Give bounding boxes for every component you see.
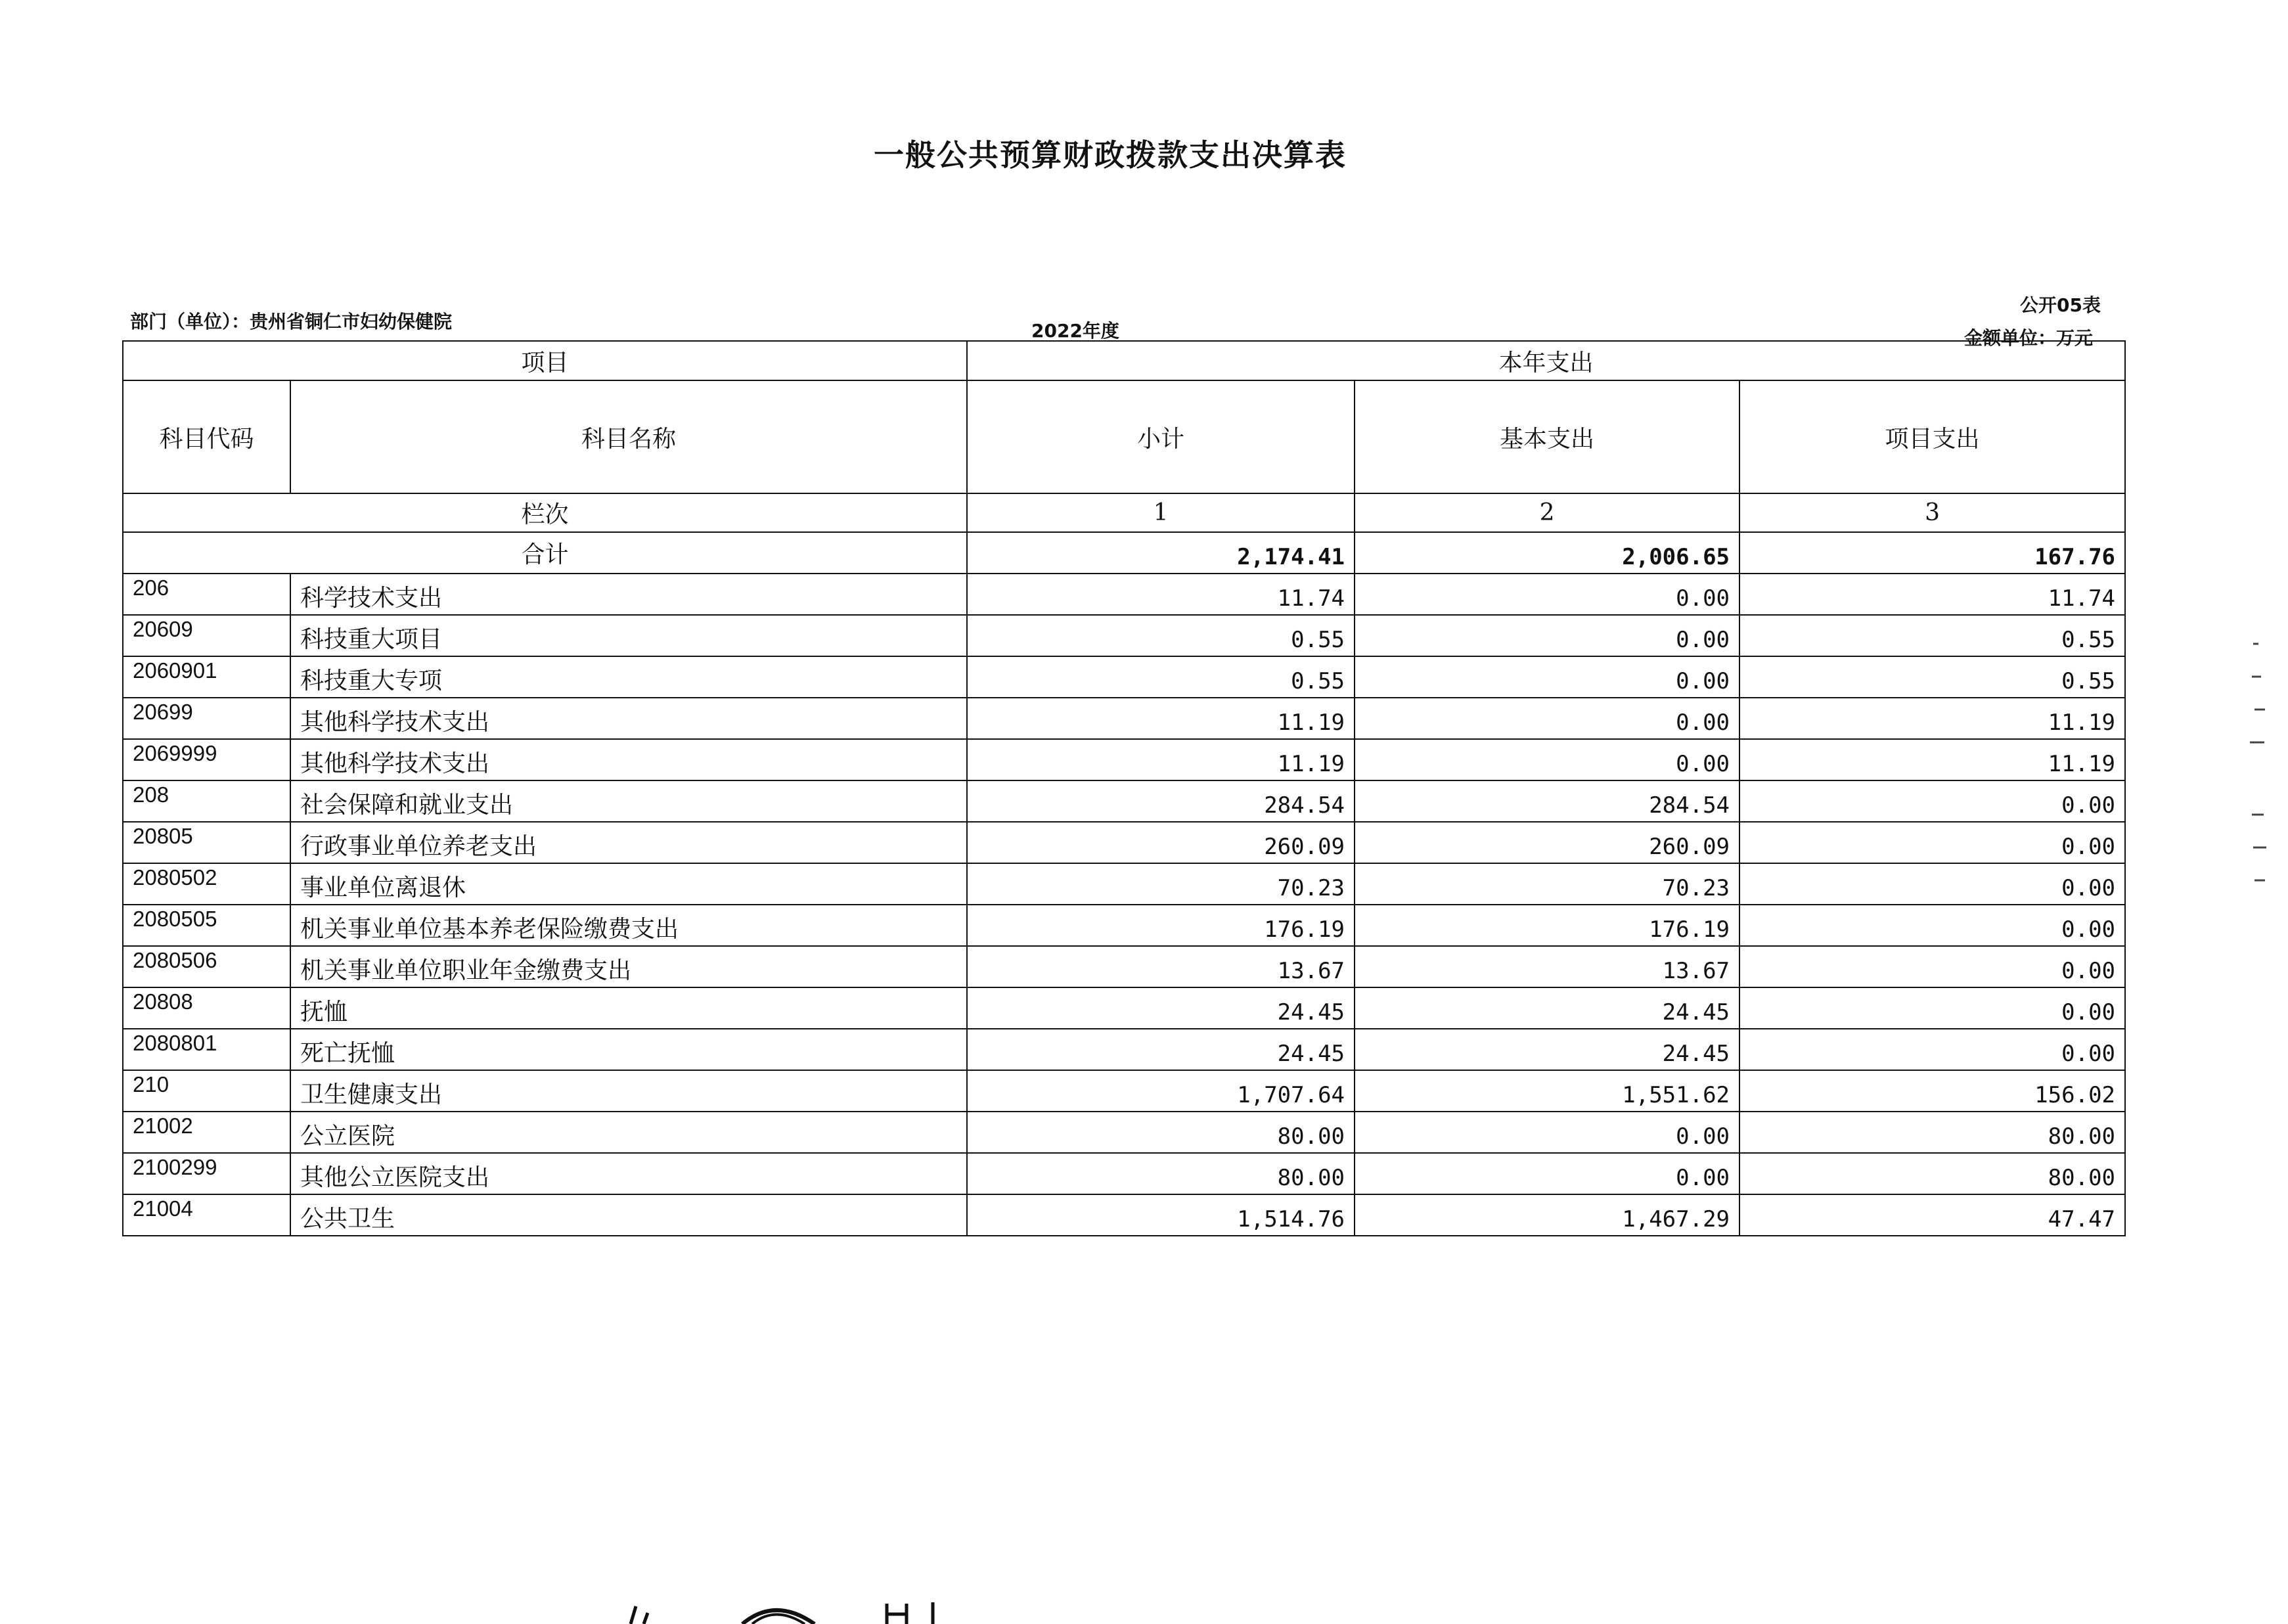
row-code: 21002 (123, 1112, 290, 1153)
table-row (123, 863, 2125, 905)
row-name: 其他科学技术支出 (290, 739, 967, 780)
row-name: 科技重大专项 (290, 656, 967, 698)
table-row (123, 1070, 2125, 1112)
row-code: 20808 (123, 987, 290, 1029)
row-basic: 0.00 (1355, 739, 1739, 780)
table-row (123, 780, 2125, 822)
expenditure-table (122, 340, 2126, 1236)
row-project: 0.00 (1739, 780, 2125, 822)
row-code: 2060901 (123, 656, 290, 698)
row-code: 208 (123, 780, 290, 822)
col-number-2: 2 (1355, 493, 1739, 532)
row-code: 2080801 (123, 1029, 290, 1070)
row-code: 2100299 (123, 1153, 290, 1194)
table-row (123, 574, 2125, 615)
row-subtotal: 0.55 (967, 656, 1355, 698)
row-project: 0.00 (1739, 863, 2125, 905)
row-basic: 284.54 (1355, 780, 1739, 822)
row-name: 科技重大项目 (290, 615, 967, 656)
row-basic: 24.45 (1355, 987, 1739, 1029)
header-code: 科目代码 (123, 380, 290, 493)
table-row (123, 1153, 2125, 1194)
row-name: 机关事业单位基本养老保险缴费支出 (290, 905, 967, 946)
page-title: 一般公共预算财政拨款支出决算表 (874, 137, 1347, 173)
amount-unit: 金额单位：万元 (1964, 327, 2094, 349)
col-number-1: 1 (967, 493, 1355, 532)
row-name: 死亡抚恤 (290, 1029, 967, 1070)
row-subtotal: 70.23 (967, 863, 1355, 905)
total-subtotal: 2,174.41 (967, 532, 1355, 574)
row-name: 事业单位离退休 (290, 863, 967, 905)
total-basic: 2,006.65 (1355, 532, 1739, 574)
row-code: 2069999 (123, 739, 290, 780)
row-subtotal: 80.00 (967, 1112, 1355, 1153)
row-basic: 0.00 (1355, 574, 1739, 615)
header-name: 科目名称 (290, 380, 967, 493)
table-row (123, 1194, 2125, 1236)
row-name: 社会保障和就业支出 (290, 780, 967, 822)
table-row (123, 739, 2125, 780)
form-number: 公开05表 (2020, 294, 2101, 316)
table-row (123, 822, 2125, 863)
row-subtotal: 260.09 (967, 822, 1355, 863)
row-project: 0.00 (1739, 987, 2125, 1029)
row-name: 其他公立医院支出 (290, 1153, 967, 1194)
row-code: 21004 (123, 1194, 290, 1236)
header-basic: 基本支出 (1355, 380, 1739, 493)
total-project: 167.76 (1739, 532, 2125, 574)
row-name: 公共卫生 (290, 1194, 967, 1236)
row-subtotal: 11.19 (967, 698, 1355, 739)
header-item: 项目 (123, 341, 967, 380)
department-label: 部门（单位）：贵州省铜仁市妇幼保健院 (130, 311, 453, 332)
row-basic: 0.00 (1355, 615, 1739, 656)
table-row (123, 1112, 2125, 1153)
header-row-1 (123, 341, 2125, 380)
row-subtotal: 284.54 (967, 780, 1355, 822)
header-subtotal: 小计 (967, 380, 1355, 493)
fiscal-year: 2022年度 (1031, 320, 1119, 342)
row-name: 抚恤 (290, 987, 967, 1029)
row-subtotal: 24.45 (967, 1029, 1355, 1070)
table-row (123, 656, 2125, 698)
table-row (123, 1029, 2125, 1070)
row-code: 20805 (123, 822, 290, 863)
row-project: 0.00 (1739, 905, 2125, 946)
row-project: 11.19 (1739, 698, 2125, 739)
total-label: 合计 (123, 532, 967, 574)
row-subtotal: 176.19 (967, 905, 1355, 946)
row-project: 0.00 (1739, 946, 2125, 987)
row-basic: 176.19 (1355, 905, 1739, 946)
header-current-year: 本年支出 (967, 341, 2125, 380)
row-code: 20699 (123, 698, 290, 739)
row-subtotal: 11.19 (967, 739, 1355, 780)
row-subtotal: 1,514.76 (967, 1194, 1355, 1236)
row-basic: 70.23 (1355, 863, 1739, 905)
row-basic: 0.00 (1355, 698, 1739, 739)
stamp-fragment (617, 1600, 985, 1624)
scan-edge-marks (2247, 631, 2286, 959)
row-subtotal: 1,707.64 (967, 1070, 1355, 1112)
row-name: 卫生健康支出 (290, 1070, 967, 1112)
row-basic: 24.45 (1355, 1029, 1739, 1070)
row-project: 0.00 (1739, 822, 2125, 863)
row-subtotal: 13.67 (967, 946, 1355, 987)
row-project: 0.55 (1739, 615, 2125, 656)
row-project: 0.00 (1739, 1029, 2125, 1070)
header-row-2 (123, 380, 2125, 493)
column-label: 栏次 (123, 493, 967, 532)
col-number-3: 3 (1739, 493, 2125, 532)
row-code: 210 (123, 1070, 290, 1112)
row-code: 2080505 (123, 905, 290, 946)
table-row (123, 905, 2125, 946)
row-code: 2080502 (123, 863, 290, 905)
row-code: 2080506 (123, 946, 290, 987)
row-basic: 0.00 (1355, 1153, 1739, 1194)
table-row (123, 615, 2125, 656)
row-subtotal: 80.00 (967, 1153, 1355, 1194)
row-project: 0.55 (1739, 656, 2125, 698)
row-code: 206 (123, 574, 290, 615)
row-name: 行政事业单位养老支出 (290, 822, 967, 863)
row-name: 公立医院 (290, 1112, 967, 1153)
row-basic: 260.09 (1355, 822, 1739, 863)
row-name: 科学技术支出 (290, 574, 967, 615)
row-basic: 0.00 (1355, 656, 1739, 698)
row-basic: 13.67 (1355, 946, 1739, 987)
table-row (123, 698, 2125, 739)
row-project: 11.19 (1739, 739, 2125, 780)
row-basic: 1,551.62 (1355, 1070, 1739, 1112)
row-basic: 0.00 (1355, 1112, 1739, 1153)
row-project: 47.47 (1739, 1194, 2125, 1236)
table-row (123, 946, 2125, 987)
row-project: 11.74 (1739, 574, 2125, 615)
column-number-row (123, 493, 2125, 532)
row-code: 20609 (123, 615, 290, 656)
row-project: 156.02 (1739, 1070, 2125, 1112)
row-name: 其他科学技术支出 (290, 698, 967, 739)
total-row (123, 532, 2125, 574)
row-project: 80.00 (1739, 1112, 2125, 1153)
row-subtotal: 11.74 (967, 574, 1355, 615)
row-basic: 1,467.29 (1355, 1194, 1739, 1236)
table-row (123, 987, 2125, 1029)
row-name: 机关事业单位职业年金缴费支出 (290, 946, 967, 987)
row-project: 80.00 (1739, 1153, 2125, 1194)
row-subtotal: 0.55 (967, 615, 1355, 656)
row-subtotal: 24.45 (967, 987, 1355, 1029)
header-project: 项目支出 (1739, 380, 2125, 493)
